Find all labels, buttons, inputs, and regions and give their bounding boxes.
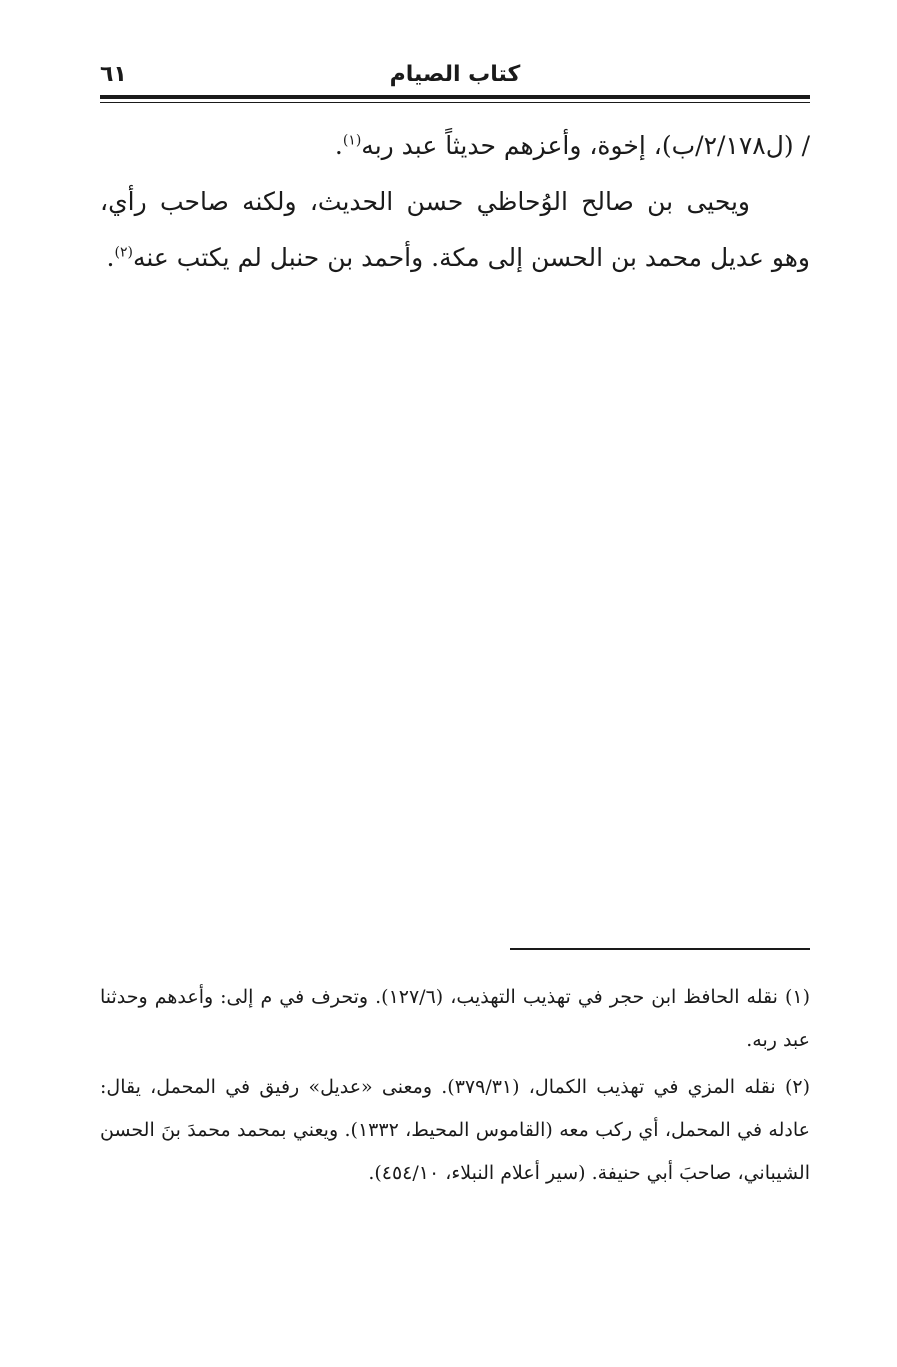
footnote-2: (٢) نقله المزي في تهذيب الكمال، (٣٧٩/٣١). ومعنى «عديل» رفيق في المحمل، يقال: عادله في المحمل، أي ركب معه (القاموس المحيط، ١٣٣٢). ويعني بمحمد محمدَ بنَ الحسن الشيباني، صاحبَ أبي حنيفة. (سير أعلام النبلاء، ٤٥٤/١٠). bbox=[100, 1076, 810, 1184]
page-header bbox=[100, 58, 810, 98]
running-title: كتاب الصيام bbox=[389, 62, 521, 87]
line-1-text: / (ل٢/١٧٨/ب)، إخوة، وأعزهم حديثاً عبد ربه bbox=[361, 131, 810, 160]
footnote-ref-1: (١) bbox=[342, 132, 362, 149]
paragraph-2 bbox=[100, 174, 810, 286]
paragraph-2-end: . bbox=[106, 243, 115, 272]
paragraph-2-text: ويحيى بن صالح الوُحاظي حسن الحديث، ولكنه صاحب رأي، وهو عديل محمد بن الحسن إلى مكة. وأحمد بن حنبل لم يكتب عنه bbox=[100, 187, 810, 272]
footnote-1: (١) نقله الحافظ ابن حجر في تهذيب التهذيب، (١٢٧/٦). وتحرف في م إلى: وأعدهم وحدثنا عبد ربه. bbox=[100, 986, 810, 1051]
header-rule-thin bbox=[100, 102, 810, 103]
footnote-ref-2: (٢) bbox=[114, 244, 133, 261]
text-line-1 bbox=[100, 118, 810, 174]
header-rule-thick bbox=[100, 95, 810, 99]
footnotes bbox=[100, 976, 810, 1199]
page-number: ٦١ bbox=[100, 62, 127, 87]
footnote-separator bbox=[510, 948, 810, 950]
line-1-end: . bbox=[334, 131, 343, 160]
main-text bbox=[100, 118, 810, 286]
